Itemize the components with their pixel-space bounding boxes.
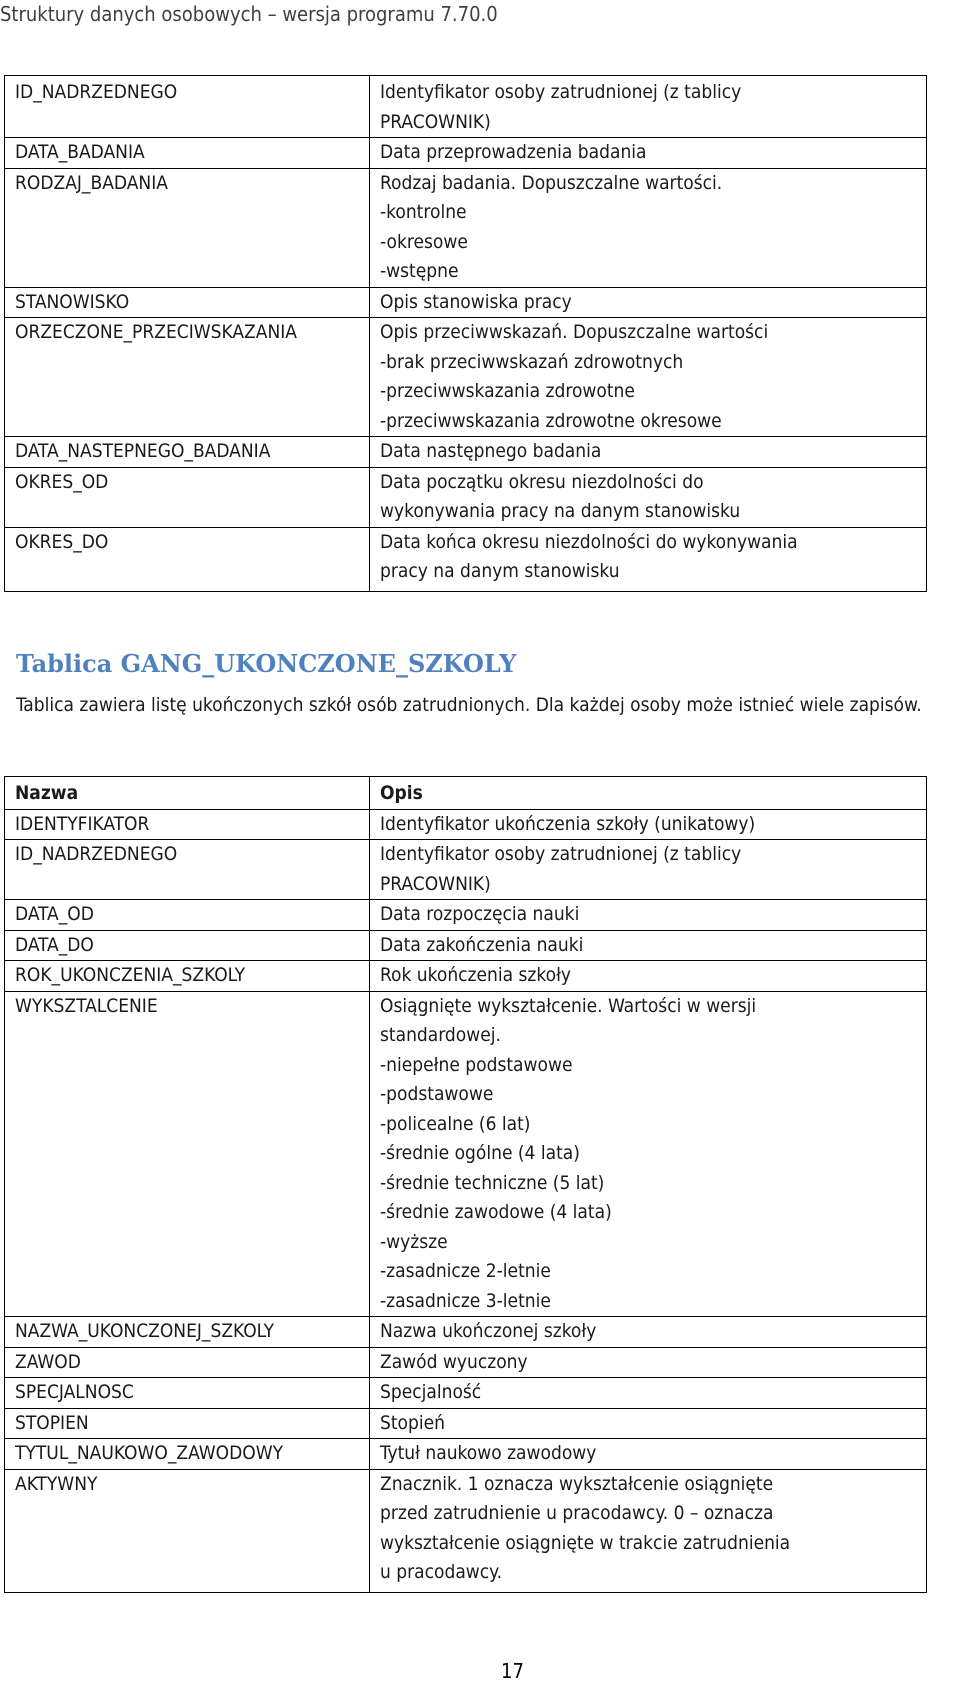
page-number: 17 xyxy=(501,1659,524,1683)
table-row xyxy=(5,1469,927,1592)
description-line: Data rozpoczęcia nauki xyxy=(380,903,580,925)
table-row xyxy=(5,168,927,287)
description-line: przed zatrudnienie u pracodawcy. 0 – oznacza xyxy=(380,1502,774,1524)
description-line: -zasadnicze 2-letnie xyxy=(380,1260,551,1282)
field-name-cell: ZAWOD xyxy=(5,1347,370,1378)
section-description: Tablica zawiera listę ukończonych szkół osób zatrudnionych. Dla każdej osoby może istnieć wiele zapisów. xyxy=(16,694,922,716)
description-line: Rodzaj badania. Dopuszczalne wartości. xyxy=(380,171,723,194)
field-name-cell: OKRES_DO xyxy=(5,527,370,591)
field-name-cell: DATA_BADANIA xyxy=(5,138,370,169)
table-row xyxy=(5,1439,927,1470)
description-line: Identyfikator osoby zatrudnionej (z tablicy xyxy=(380,843,742,865)
table-row xyxy=(5,76,927,138)
description-line: wykonywania pracy na danym stanowisku xyxy=(380,500,741,522)
description-line: -policealne (6 lat) xyxy=(380,1112,531,1135)
description-line: Rok ukończenia szkoły xyxy=(380,964,572,986)
field-description-cell xyxy=(370,168,927,287)
field-name-cell: IDENTYFIKATOR xyxy=(5,809,370,840)
description-line: -średnie zawodowe (4 lata) xyxy=(380,1201,612,1223)
description-line: -brak przeciwwskazań zdrowotnych xyxy=(380,350,684,373)
description-line: Osiągnięte wykształcenie. Wartości w wersji xyxy=(380,994,757,1017)
description-line: pracy na danym stanowisku xyxy=(380,560,620,582)
table-row xyxy=(5,900,927,931)
description-line: -wyższe xyxy=(380,1230,448,1253)
table-row xyxy=(5,961,927,992)
field-name-cell: STOPIEN xyxy=(5,1408,370,1439)
field-description-cell xyxy=(370,809,927,840)
field-name-cell: AKTYWNY xyxy=(5,1469,370,1592)
field-description-cell xyxy=(370,930,927,961)
field-name-cell: OKRES_OD xyxy=(5,467,370,527)
table-row xyxy=(5,1378,927,1409)
field-description-cell xyxy=(370,1469,927,1592)
description-line: Tytuł naukowo zawodowy xyxy=(380,1442,597,1464)
table-row xyxy=(5,467,927,527)
description-line: Stopień xyxy=(380,1411,445,1434)
description-line: Zawód wyuczony xyxy=(380,1350,528,1373)
field-name-cell: DATA_OD xyxy=(5,900,370,931)
description-line: standardowej. xyxy=(380,1024,501,1046)
description-line: Data końca okresu niezdolności do wykonywania xyxy=(380,530,798,553)
page-header: Struktury danych osobowych – wersja programu 7.70.0 xyxy=(0,2,498,26)
field-description-cell xyxy=(370,840,927,900)
description-line: u pracodawcy. xyxy=(380,1561,503,1583)
table-body xyxy=(5,777,927,1593)
description-line: -kontrolne xyxy=(380,201,467,223)
field-description-cell xyxy=(370,991,927,1317)
description-line: Identyfikator ukończenia szkoły (unikatowy) xyxy=(380,812,756,835)
description-line: Data następnego badania xyxy=(380,440,602,462)
field-description-cell xyxy=(370,1378,927,1409)
description-line: -średnie techniczne (5 lat) xyxy=(380,1171,605,1194)
field-description-cell xyxy=(370,961,927,992)
table-row xyxy=(5,1408,927,1439)
description-line: -średnie ogólne (4 lata) xyxy=(380,1142,580,1164)
table-row xyxy=(5,930,927,961)
description-line: -zasadnicze 3-letnie xyxy=(380,1289,551,1312)
field-name-cell: ID_NADRZEDNEGO xyxy=(5,76,370,138)
field-name-cell: DATA_DO xyxy=(5,930,370,961)
table-row xyxy=(5,437,927,468)
field-name-cell: ROK_UKONCZENIA_SZKOLY xyxy=(5,961,370,992)
field-description-cell xyxy=(370,1408,927,1439)
description-line: Nazwa ukończonej szkoły xyxy=(380,1320,597,1342)
field-description-cell xyxy=(370,437,927,468)
description-line: Opis stanowiska pracy xyxy=(380,290,572,313)
field-description-cell xyxy=(370,318,927,437)
field-name-cell: RODZAJ_BADANIA xyxy=(5,168,370,287)
table-row xyxy=(5,991,927,1317)
description-line: Znacznik. 1 oznacza wykształcenie osiągnięte xyxy=(380,1472,774,1495)
table-row xyxy=(5,1317,927,1348)
table-body xyxy=(5,76,927,592)
description-line: Data zakończenia nauki xyxy=(380,933,584,956)
description-line: Opis przeciwwskazań. Dopuszczalne wartości xyxy=(380,321,769,343)
schools-fields-table xyxy=(4,776,927,1593)
table-row xyxy=(5,1347,927,1378)
field-description-cell xyxy=(370,1317,927,1348)
description-line: PRACOWNIK) xyxy=(380,872,491,895)
field-description-cell xyxy=(370,1439,927,1470)
description-line: -wstępne xyxy=(380,260,459,282)
field-name-cell: DATA_NASTEPNEGO_BADANIA xyxy=(5,437,370,468)
description-line: -przeciwwskazania zdrowotne xyxy=(380,380,635,402)
description-line: -niepełne podstawowe xyxy=(380,1053,573,1076)
field-description-cell xyxy=(370,467,927,527)
field-name-cell: STANOWISKO xyxy=(5,287,370,318)
description-line: -przeciwwskazania zdrowotne okresowe xyxy=(380,409,722,432)
field-name-cell: ID_NADRZEDNEGO xyxy=(5,840,370,900)
field-name-cell: SPECJALNOSC xyxy=(5,1378,370,1409)
table-row xyxy=(5,840,927,900)
field-description-cell xyxy=(370,287,927,318)
column-header-name: Nazwa xyxy=(5,777,370,810)
table-header-row xyxy=(5,777,927,810)
description-line: Identyfikator osoby zatrudnionej (z tablicy xyxy=(380,81,742,103)
field-name-cell: WYKSZTALCENIE xyxy=(5,991,370,1317)
description-line: Specjalność xyxy=(380,1381,482,1403)
field-description-cell xyxy=(370,76,927,138)
field-description-cell xyxy=(370,900,927,931)
field-description-cell xyxy=(370,527,927,591)
examination-fields-table xyxy=(4,75,927,592)
section-title: Tablica GANG_UKONCZONE_SZKOLY xyxy=(16,649,517,678)
table-row xyxy=(5,809,927,840)
table-row xyxy=(5,318,927,437)
description-line: -podstawowe xyxy=(380,1083,494,1105)
table-row xyxy=(5,287,927,318)
column-header-description: Opis xyxy=(370,777,927,810)
description-line: PRACOWNIK) xyxy=(380,110,491,133)
field-name-cell: TYTUL_NAUKOWO_ZAWODOWY xyxy=(5,1439,370,1470)
field-name-cell: ORZECZONE_PRZECIWSKAZANIA xyxy=(5,318,370,437)
description-line: Data początku okresu niezdolności do xyxy=(380,470,704,493)
description-line: wykształcenie osiągnięte w trakcie zatrudnienia xyxy=(380,1531,791,1554)
field-name-cell: NAZWA_UKONCZONEJ_SZKOLY xyxy=(5,1317,370,1348)
table-row xyxy=(5,527,927,591)
description-line: Data przeprowadzenia badania xyxy=(380,141,647,163)
table-row xyxy=(5,138,927,169)
description-line: -okresowe xyxy=(380,230,468,253)
field-description-cell xyxy=(370,1347,927,1378)
field-description-cell xyxy=(370,138,927,169)
